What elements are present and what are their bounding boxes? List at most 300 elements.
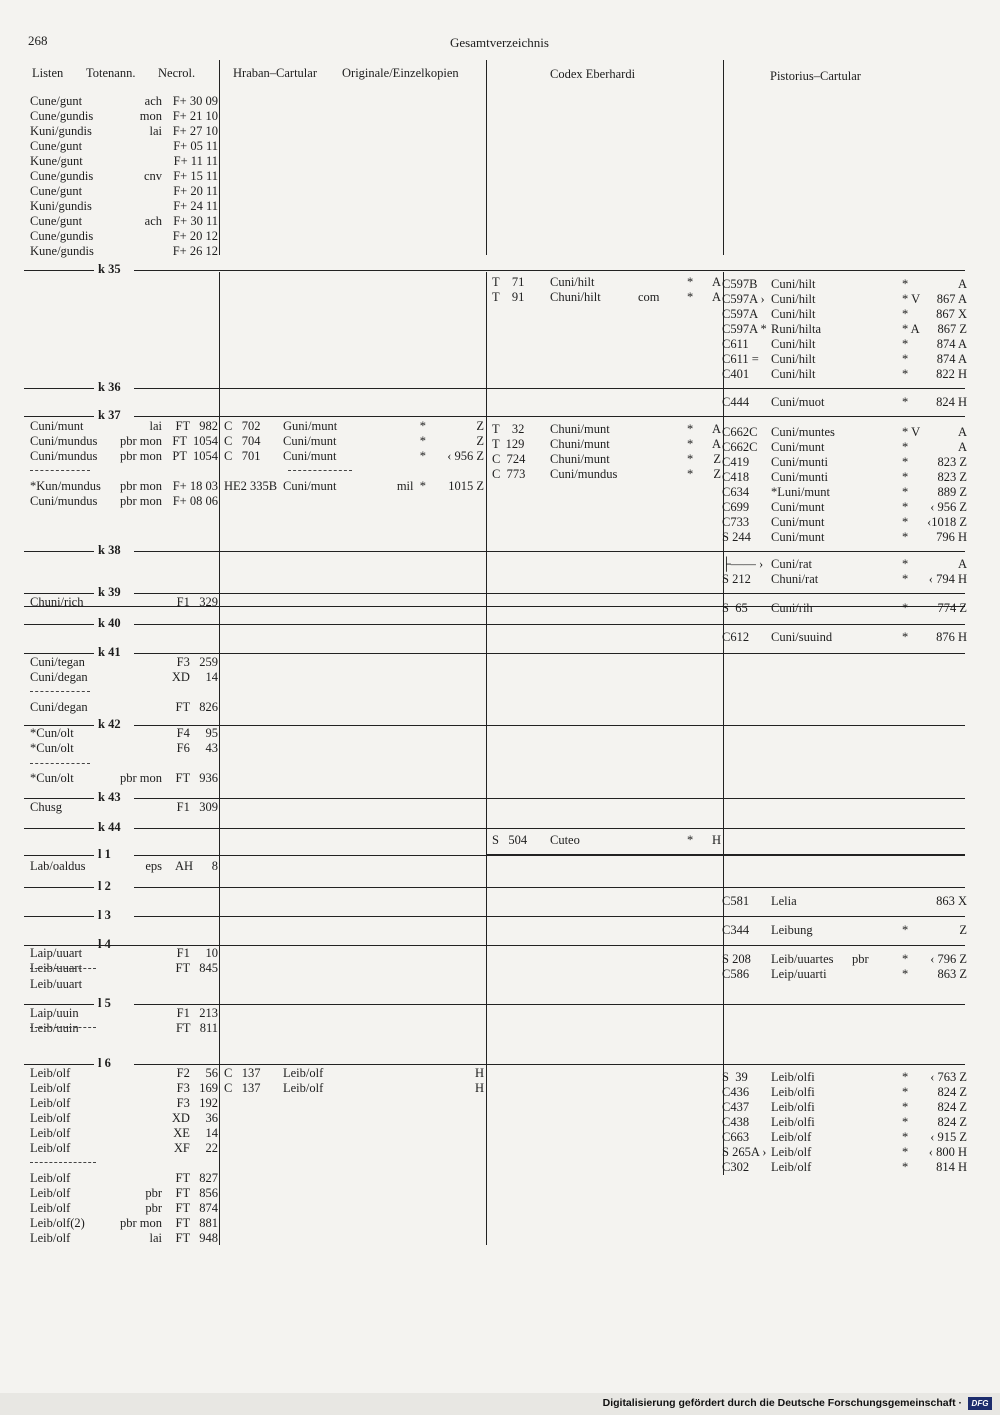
section-rule [134,828,965,829]
pistorius-mark: * [902,1160,909,1174]
section-rule [24,388,94,389]
list-necrol: F6 43 [176,741,218,755]
section-rule [134,593,965,594]
codex-name: Chuni/munt [550,437,610,451]
pistorius-mark: * [902,367,909,381]
pistorius-ref: C344 [722,923,750,937]
pistorius-value: 867 Z [937,322,967,336]
pistorius-name: Leibung [771,923,813,937]
list-necrol: PT 1054 [172,449,218,463]
pistorius-ref: C662C [722,440,758,454]
list-necrol: F+ 30 11 [173,214,218,228]
section-label-k42: k 42 [98,717,121,731]
pistorius-name: Cuni/hilt [771,352,816,366]
column-header-totenann: Totenann. [86,66,136,80]
pistorius-name: Leib/uuartes [771,952,834,966]
column-header-pistorius: Pistorius–Cartular [770,69,861,83]
pistorius-value: ‹1018 Z [927,515,967,529]
pistorius-name: Cuni/munt [771,515,825,529]
hraban-name: Cuni/munt [283,449,337,463]
list-name: Cuni/munt [30,419,84,433]
list-name: Leib/olf(2) [30,1216,85,1230]
section-label-l6: l 6 [98,1056,111,1070]
section-rule [134,624,965,625]
list-necrol: F+ 18 03 [172,479,218,493]
pistorius-value: 824 Z [937,1100,967,1114]
list-totenann: eps [145,859,162,873]
section-rule [134,916,965,917]
pistorius-ref: ├—— › [722,557,764,571]
pistorius-ref: C419 [722,455,750,469]
column-divider-codex [723,60,724,255]
list-name: Cuni/mundus [30,449,98,463]
hraban-name: Cuni/munt [283,434,337,448]
section-rule [486,854,965,855]
list-totenann: lai [149,1231,162,1245]
list-totenann: cnv [143,169,162,183]
codex-code: A [711,290,721,304]
list-name: Leib/olf [30,1126,71,1140]
pistorius-value: 824 Z [937,1085,967,1099]
pistorius-name: Cuni/munti [771,470,828,484]
section-label-k36: k 36 [98,380,121,394]
list-totenann: pbr mon [119,494,162,508]
pistorius-mark: * [902,1145,909,1159]
pistorius-name: Chuni/rat [771,572,819,586]
hraban-ref: C 137 [224,1081,261,1095]
list-name: Chusg [30,800,62,814]
pistorius-ref: C437 [722,1100,750,1114]
list-necrol: XE 14 [173,1126,218,1140]
pistorius-ref: S 208 [722,952,751,966]
section-rule [24,887,94,888]
pistorius-value: 824 Z [937,1115,967,1129]
list-name: Kune/gunt [30,154,83,168]
list-necrol: F1 10 [176,946,218,960]
pistorius-value: Z [959,923,967,937]
dfg-logo: DFG [968,1397,992,1410]
list-name: Chuni/rich [30,595,84,609]
codex-ref: T 32 [492,422,525,436]
codex-code: H [711,833,721,847]
list-necrol: F+ 20 12 [172,229,218,243]
hraban-ref: C 137 [224,1066,261,1080]
section-rule [24,1064,94,1065]
codex-name: Chuni/munt [550,452,610,466]
pistorius-value: 889 Z [937,485,967,499]
list-name: Leib/olf [30,1231,71,1245]
pistorius-name: Cuni/hilt [771,277,816,291]
column-divider-necrol [219,272,220,1245]
codex-code: A [711,275,721,289]
hraban-rest: Z [476,434,484,448]
list-totenann: mon [139,109,162,123]
column-header-hraban: Hraban–Cartular [233,66,317,80]
list-necrol: F1 309 [176,800,218,814]
section-rule [134,1064,965,1065]
pistorius-value: ‹ 796 Z [930,952,967,966]
pistorius-name: Leib/olf [771,1160,812,1174]
codex-extra: com [638,290,660,304]
hraban-name: Guni/munt [283,419,338,433]
separator-dash [30,470,90,471]
pistorius-mark: * [902,485,909,499]
codex-mark: * [687,422,694,436]
list-name: Leib/uuart [30,977,83,991]
column-header-originale: Originale/Einzelkopien [342,66,459,80]
pistorius-mark: * [902,1070,909,1084]
list-necrol: F+ 11 11 [173,154,218,168]
list-name: Leib/olf [30,1111,71,1125]
list-totenann: lai [149,124,162,138]
section-rule [134,416,965,417]
column-divider-necrol [219,60,220,255]
section-label-l2: l 2 [98,879,111,893]
pistorius-value: ‹ 915 Z [930,1130,967,1144]
pistorius-mark: * [902,630,909,644]
pistorius-value: ‹ 794 H [928,572,967,586]
column-divider-hraban [486,272,487,1245]
list-necrol: FT 874 [175,1201,218,1215]
list-necrol: F+ 26 12 [172,244,218,258]
list-totenann: ach [144,214,162,228]
hraban-ref: C 702 [224,419,261,433]
codex-mark: * [687,467,694,481]
hraban-name: Cuni/munt [283,479,337,493]
pistorius-mark: * [902,455,909,469]
pistorius-mark: * [902,1100,909,1114]
codex-name: Chuni/munt [550,422,610,436]
codex-code: Z [713,467,721,481]
section-rule [24,551,94,552]
pistorius-mark: * [902,470,909,484]
pistorius-ref: C581 [722,894,750,908]
section-rule [134,653,965,654]
list-name: Kuni/gundis [30,124,92,138]
pistorius-value: A [957,440,967,454]
list-necrol: FT 948 [175,1231,218,1245]
pistorius-value: A [957,277,967,291]
pistorius-ref: C611 [722,337,749,351]
codex-ref: S 504 [492,833,528,847]
hraban-name: Leib/olf [283,1081,324,1095]
list-necrol: FT 856 [175,1186,218,1200]
list-necrol: FT 811 [175,1021,218,1035]
list-necrol: F+ 27 10 [172,124,218,138]
pistorius-ref: C597A * [722,322,767,336]
list-necrol: FT 827 [175,1171,218,1185]
pistorius-ref: C302 [722,1160,750,1174]
section-rule [134,1004,965,1005]
pistorius-value: ‹ 956 Z [930,500,967,514]
separator-dash [30,1027,96,1028]
pistorius-name: Cuni/muntes [771,425,835,439]
pistorius-ref: C436 [722,1085,750,1099]
codex-mark: * [687,452,694,466]
pistorius-value: 863 X [936,894,967,908]
pistorius-name: Leib/olfi [771,1115,815,1129]
hraban-rest: 1015 Z [448,479,484,493]
section-label-k41: k 41 [98,645,121,659]
list-totenann: pbr mon [119,449,162,463]
pistorius-ref: C444 [722,395,750,409]
hraban-name: Leib/olf [283,1066,324,1080]
section-rule [134,725,965,726]
hraban-ref: HE2 335B [224,479,278,493]
list-name: Leib/uuart [30,961,83,975]
hraban-mark: * [419,419,426,433]
pistorius-mark: * [902,352,909,366]
pistorius-value: 774 Z [937,601,967,615]
pistorius-mark: * [902,572,909,586]
page-number: 268 [28,33,48,48]
separator-dash [30,691,90,692]
hraban-ref: C 701 [224,449,261,463]
pistorius-name: Cuni/munt [771,440,825,454]
list-name: Leib/uuin [30,1021,79,1035]
codex-ref: T 129 [492,437,525,451]
codex-code: A [711,437,721,451]
pistorius-mark: * [902,952,909,966]
list-necrol: XD 14 [171,670,218,684]
pistorius-ref: C611 = [722,352,759,366]
list-totenann: pbr [145,1201,162,1215]
section-rule [24,270,94,271]
pistorius-ref: C612 [722,630,750,644]
codex-code: A [711,422,721,436]
pistorius-value: 876 H [936,630,967,644]
list-name: Kuni/gundis [30,199,92,213]
list-name: *Cun/olt [30,741,74,755]
section-rule [24,798,94,799]
pistorius-value: A [957,425,967,439]
pistorius-mark: * [902,1130,909,1144]
codex-code: Z [713,452,721,466]
pistorius-ref: C401 [722,367,750,381]
codex-ref: C 724 [492,452,526,466]
list-name: Kune/gundis [30,244,94,258]
pistorius-mark: * [902,1085,909,1099]
pistorius-value: 824 H [936,395,967,409]
section-rule [24,624,94,625]
list-name: Cuni/degan [30,670,88,684]
pistorius-name: *Luni/munt [771,485,831,499]
section-rule [134,855,965,856]
list-necrol: F2 56 [176,1066,218,1080]
pistorius-value: 823 Z [937,470,967,484]
list-necrol: AH 8 [174,859,218,873]
codex-ref: T 71 [492,275,525,289]
list-necrol: FT 826 [175,700,218,714]
footer-bar [0,1393,1000,1415]
pistorius-mark: * [902,277,909,291]
pistorius-value: A [957,557,967,571]
pistorius-name: Cuni/hilt [771,307,816,321]
list-name: Leib/olf [30,1096,71,1110]
list-necrol: F+ 30 09 [172,94,218,108]
pistorius-value: ‹ 800 H [928,1145,967,1159]
list-name: Laip/uuart [30,946,83,960]
list-necrol: F3 192 [176,1096,218,1110]
page-title: Gesamtverzeichnis [450,35,549,50]
list-totenann: pbr mon [119,1216,162,1230]
list-necrol: XF 22 [173,1141,218,1155]
section-label-k37: k 37 [98,408,121,422]
section-rule [134,551,965,552]
list-name: Cune/gunt [30,184,83,198]
hraban-mark: * [419,434,426,448]
list-totenann: lai [149,419,162,433]
hraban-rest: H [474,1066,484,1080]
hraban-mark: mil * [396,479,426,493]
pistorius-name: Leib/olf [771,1145,812,1159]
pistorius-mark: * [902,1115,909,1129]
pistorius-value: 863 Z [937,967,967,981]
list-name: Cune/gundis [30,109,94,123]
list-necrol: FT 845 [175,961,218,975]
pistorius-mark: * [902,557,909,571]
section-label-k40: k 40 [98,616,121,630]
list-name: Cuni/mundus [30,434,98,448]
list-necrol: F3 169 [176,1081,218,1095]
list-name: Leib/olf [30,1171,71,1185]
pistorius-name: Leib/olfi [771,1100,815,1114]
list-name: Cune/gunt [30,214,83,228]
list-totenann: pbr mon [119,771,162,785]
list-necrol: F+ 08 06 [172,494,218,508]
pistorius-ref: C597A › [722,292,765,306]
list-necrol: FT 1054 [172,434,218,448]
column-header-necrol: Necrol. [158,66,196,80]
hraban-ref: C 704 [224,434,261,448]
list-totenann: pbr mon [119,479,162,493]
section-rule [24,593,94,594]
pistorius-name: Leib/olfi [771,1070,815,1084]
section-label-k39: k 39 [98,585,121,599]
pistorius-mark: * [902,307,909,321]
list-necrol: F3 259 [176,655,218,669]
pistorius-name: Cuni/hilt [771,367,816,381]
pistorius-ref: C597B [722,277,758,291]
pistorius-mark: * A [902,322,920,336]
list-necrol: F+ 21 10 [172,109,218,123]
section-label-l5: l 5 [98,996,111,1010]
section-rule [134,887,965,888]
section-rule [24,416,94,417]
codex-mark: * [687,290,694,304]
section-rule [24,1004,94,1005]
pistorius-ref: C634 [722,485,750,499]
pistorius-ref: C662C [722,425,758,439]
hraban-rest: ‹ 956 Z [447,449,484,463]
list-necrol: F1 329 [176,595,218,609]
pistorius-value: ‹ 763 Z [930,1070,967,1084]
pistorius-mark: * [902,967,909,981]
section-label-l4: l 4 [98,937,111,951]
pistorius-name: Cuni/suuind [771,630,833,644]
list-necrol: F+ 20 11 [173,184,218,198]
pistorius-value: 867 A [936,292,967,306]
codex-mark: * [687,437,694,451]
list-name: Lab/oaldus [30,859,86,873]
pistorius-value: 814 H [936,1160,967,1174]
pistorius-ref: S 65 [722,601,748,615]
pistorius-ref: C586 [722,967,750,981]
list-necrol: F1 213 [176,1006,218,1020]
section-rule [24,916,94,917]
list-name: Cuni/tegan [30,655,85,669]
list-necrol: FT 982 [175,419,218,433]
pistorius-ref: S 39 [722,1070,748,1084]
list-name: *Kun/mundus [30,479,101,493]
pistorius-name: Cuni/rih [771,601,813,615]
section-label-k43: k 43 [98,790,121,804]
pistorius-name: Cuni/muot [771,395,825,409]
list-name: Cune/gunt [30,139,83,153]
pistorius-mark: * [902,530,909,544]
list-name: Leib/olf [30,1081,71,1095]
pistorius-value: 796 H [936,530,967,544]
list-name: Cune/gundis [30,229,94,243]
list-name: Cune/gundis [30,169,94,183]
section-rule [24,855,94,856]
pistorius-name: Cuni/munt [771,500,825,514]
column-header-listen: Listen [32,66,64,80]
pistorius-name: Lelia [771,894,797,908]
section-label-k44: k 44 [98,820,121,834]
section-rule [24,828,94,829]
pistorius-name: Cuni/hilt [771,337,816,351]
list-name: Leib/olf [30,1186,71,1200]
pistorius-ref: C733 [722,515,750,529]
separator-dash [30,1162,96,1163]
list-name: *Cun/olt [30,771,74,785]
pistorius-ref: C663 [722,1130,750,1144]
column-header-codex: Codex Eberhardi [550,67,636,81]
hraban-mark: * [419,449,426,463]
pistorius-mark: * V [902,425,921,439]
list-name: Leib/olf [30,1141,71,1155]
pistorius-value: 823 Z [937,455,967,469]
list-totenann: pbr mon [119,434,162,448]
pistorius-name: Leip/uuarti [771,967,827,981]
list-name: Leib/olf [30,1066,71,1080]
list-name: Leib/olf [30,1201,71,1215]
list-necrol: F4 95 [176,726,218,740]
pistorius-mark: * [902,601,909,615]
pistorius-mark: * [902,923,909,937]
pistorius-ref: C597A [722,307,759,321]
list-necrol: FT 936 [175,771,218,785]
list-necrol: F+ 24 11 [173,199,218,213]
section-label-l3: l 3 [98,908,111,922]
pistorius-value: 874 A [936,352,967,366]
pistorius-name: Runi/hilta [771,322,821,336]
hraban-rest: Z [476,419,484,433]
pistorius-name: Leib/olf [771,1130,812,1144]
list-name: *Cun/olt [30,726,74,740]
section-label-k35: k 35 [98,262,121,276]
pistorius-name: Leib/olfi [771,1085,815,1099]
pistorius-extra: pbr [852,952,869,966]
column-divider-hraban [486,60,487,255]
hraban-rest: H [474,1081,484,1095]
list-name: Cune/gunt [30,94,83,108]
list-name: Cuni/mundus [30,494,98,508]
pistorius-ref: C418 [722,470,750,484]
pistorius-mark: * [902,395,909,409]
pistorius-ref: C438 [722,1115,750,1129]
